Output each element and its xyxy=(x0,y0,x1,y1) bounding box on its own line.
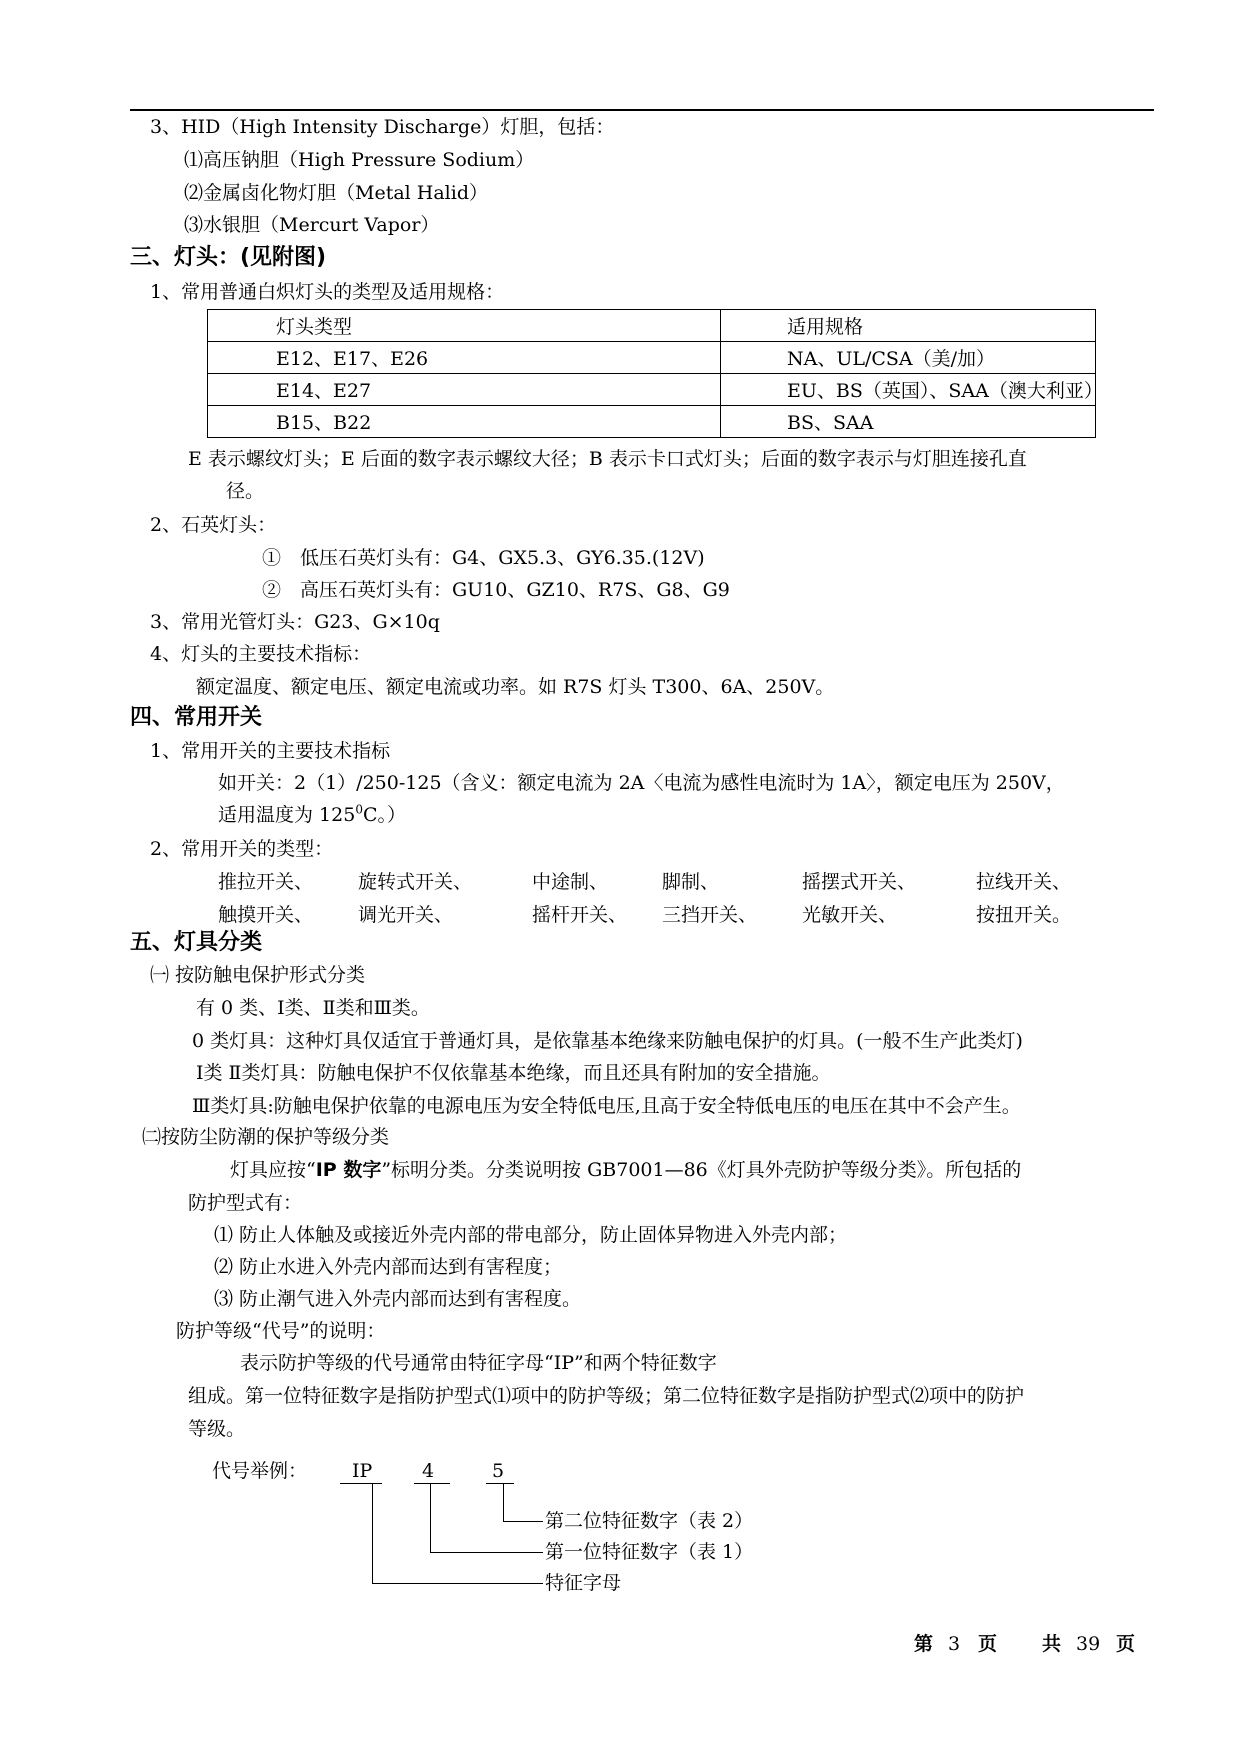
legend-digit2: 第二位特征数字（表 2） xyxy=(545,1510,754,1532)
digit1-leader xyxy=(430,1552,543,1553)
switch-type: 脚制、 xyxy=(662,871,720,893)
sec4-line2-post: C。） xyxy=(362,804,406,826)
example-label: 代号举例： xyxy=(212,1460,308,1482)
sec4-line1: 如开关：2（1）/250-125（含义：额定电流为 2A〈电流为感性电流时为 1A〉，额定电压为 250V， xyxy=(218,772,1065,794)
switch-type: 调光开关、 xyxy=(358,904,454,926)
sec4-sub2: 2、常用开关的类型： xyxy=(150,838,334,860)
p5-post: ”标明分类。分类说明按 GB7001—86《灯具外壳防护等级分类》。所包括的 xyxy=(381,1159,1022,1181)
footer-gong: 共 xyxy=(1042,1633,1062,1655)
protection-item-1: ⑴ 防止人体触及或接近外壳内部的带电部分，防止固体异物进入外壳内部； xyxy=(214,1224,848,1246)
degree-superscript: 0 xyxy=(355,802,363,817)
switch-type: 拉线开关、 xyxy=(976,871,1072,893)
digit2-connector xyxy=(503,1484,504,1522)
ip-leader xyxy=(372,1583,543,1584)
legend-digit1: 第一位特征数字（表 1） xyxy=(545,1541,754,1563)
example-ip: IP xyxy=(352,1460,373,1482)
sec3-sub1: 1、常用普通白炽灯头的类型及适用规格： xyxy=(150,281,505,303)
table-cell: E12、E17、E26 xyxy=(208,342,721,374)
switch-type: 摇杆开关、 xyxy=(532,904,628,926)
digit2-underline xyxy=(486,1483,514,1484)
protection-item-2: ⑵ 防止水进入外壳内部而达到有害程度； xyxy=(214,1256,563,1278)
table-cell: BS、SAA xyxy=(721,406,1096,438)
footer-di: 第 xyxy=(914,1633,934,1655)
quartz-high: ② 高压石英灯头有：GU10、GZ10、R7S、G8、G9 xyxy=(262,579,730,601)
sec5-p3: Ⅰ类 Ⅱ类灯具：防触电保护不仅依靠基本绝缘，而且还具有附加的安全措施。 xyxy=(196,1062,831,1084)
hid-item-2: ⑵金属卤化物灯胆（Metal Halid） xyxy=(184,182,488,204)
table-cell: E14、E27 xyxy=(208,374,721,406)
sec4-line2-pre: 适用温度为 125 xyxy=(218,804,356,826)
sec3-sub3: 3、常用光管灯头：G23、G×10q xyxy=(150,611,440,633)
sec4-line2 xyxy=(218,802,406,828)
sec5-p5-line1 xyxy=(230,1157,1021,1183)
table-cell: NA、UL/CSA（美/加） xyxy=(721,342,1096,374)
example-digit-2: 5 xyxy=(492,1460,505,1482)
digit1-connector xyxy=(430,1484,431,1553)
hid-title: 3、HID（High Intensity Discharge）灯胆，包括： xyxy=(150,116,615,138)
sec4-sub1: 1、常用开关的主要技术指标 xyxy=(150,740,391,762)
sec5-p5-line2: 防护型式有： xyxy=(188,1192,303,1214)
table-row xyxy=(208,342,1096,374)
sec5-sub1: ㈠ 按防触电保护形式分类 xyxy=(150,964,366,986)
sec3-sub4: 4、灯头的主要技术指标： xyxy=(150,643,372,665)
hid-item-1: ⑴高压钠胆（High Pressure Sodium） xyxy=(184,149,535,171)
p5-pre: 灯具应按“ xyxy=(230,1159,316,1181)
table-header-cell: 适用规格 xyxy=(721,310,1096,342)
footer-ye: 页 xyxy=(978,1633,998,1655)
code-p1: 表示防护等级的代号通常由特征字母“IP”和两个特征数字 xyxy=(240,1352,717,1374)
code-p3: 等级。 xyxy=(188,1418,246,1440)
code-p2: 组成。第一位特征数字是指防护型式⑴项中的防护等级；第二位特征数字是指防护型式⑵项中的防护 xyxy=(188,1385,1025,1407)
digit2-leader xyxy=(503,1521,543,1522)
sec5-p1: 有 0 类、Ⅰ类、Ⅱ类和Ⅲ类。 xyxy=(196,997,430,1019)
switch-type: 推拉开关、 xyxy=(218,871,314,893)
switch-type: 旋转式开关、 xyxy=(358,871,473,893)
table-header-cell: 灯头类型 xyxy=(208,310,721,342)
code-title: 防护等级“代号”的说明： xyxy=(176,1320,386,1342)
table-cell: B15、B22 xyxy=(208,406,721,438)
lamp-base-table xyxy=(207,309,1103,438)
sec5-sub2: ㈡按防尘防潮的保护等级分类 xyxy=(142,1126,390,1148)
sec3-note-line1: E 表示螺纹灯头；E 后面的数字表示螺纹大径；B 表示卡口式灯头；后面的数字表示与灯胆连接孔直 xyxy=(188,448,1027,470)
quartz-low: ① 低压石英灯头有：G4、GX5.3、GY6.35.(12V) xyxy=(262,547,705,569)
sec3-sub4-text: 额定温度、额定电压、额定电流或功率。如 R7S 灯头 T300、6A、250V。 xyxy=(196,676,835,698)
sec5-heading: 五、灯具分类 xyxy=(130,930,263,955)
sec5-p2: 0 类灯具：这种灯具仅适宜于普通灯具，是依靠基本绝缘来防触电保护的灯具。(一般不生产此类灯) xyxy=(192,1030,1023,1052)
footer-ye2: 页 xyxy=(1116,1633,1136,1655)
digit1-underline xyxy=(414,1483,450,1484)
legend-letter: 特征字母 xyxy=(545,1572,622,1594)
switch-type: 触摸开关、 xyxy=(218,904,314,926)
ip-underline xyxy=(340,1483,382,1484)
switch-type: 按扭开关。 xyxy=(976,904,1072,926)
switch-type: 光敏开关、 xyxy=(802,904,898,926)
hid-item-3: ⑶水银胆（Mercurt Vapor） xyxy=(184,214,440,236)
p5-bold: IP 数字 xyxy=(315,1159,382,1181)
switch-type: 摇摆式开关、 xyxy=(802,871,917,893)
header-rule xyxy=(130,109,1154,111)
switch-type: 中途制、 xyxy=(532,871,609,893)
footer-page-number: 3 xyxy=(948,1633,961,1655)
table-row xyxy=(208,374,1096,406)
table-row xyxy=(208,406,1096,438)
sec5-p4: Ⅲ类灯具:防触电保护依靠的电源电压为安全特低电压,且高于安全特低电压的电压在其中不会产生。 xyxy=(192,1095,1021,1117)
sec3-sub2: 2、石英灯头： xyxy=(150,514,277,536)
footer-total-pages: 39 xyxy=(1076,1633,1101,1655)
protection-item-3: ⑶ 防止潮气进入外壳内部而达到有害程度。 xyxy=(214,1288,582,1310)
switch-type: 三挡开关、 xyxy=(662,904,758,926)
sec3-note-line2: 径。 xyxy=(226,480,265,502)
sec3-heading: 三、灯头：(见附图) xyxy=(130,245,327,270)
sec4-heading: 四、常用开关 xyxy=(130,705,263,730)
table-header-row xyxy=(208,310,1096,342)
table-cell: EU、BS（英国）、SAA（澳大利亚） xyxy=(721,374,1096,406)
example-digit-1: 4 xyxy=(422,1460,435,1482)
ip-connector xyxy=(372,1484,373,1584)
